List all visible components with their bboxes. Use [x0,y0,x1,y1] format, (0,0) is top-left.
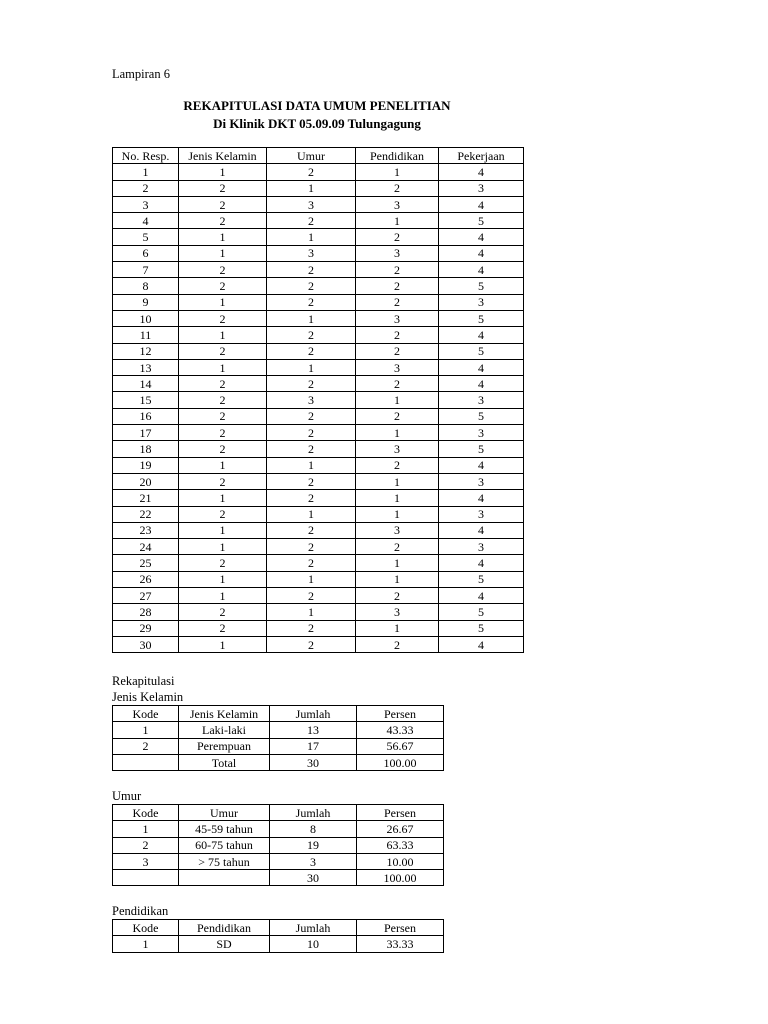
table-row [113,821,444,837]
table-row [113,555,524,571]
table-cell: 2 [267,278,356,294]
table-row [113,506,524,522]
table-cell: 7 [113,262,179,278]
table-cell: 1 [179,490,267,506]
table-cell: 2 [179,392,267,408]
column-header: No. Resp. [113,148,179,164]
table-cell: 14 [113,376,179,392]
table-cell: 3 [439,294,524,310]
table-cell: 30 [270,870,357,886]
table-cell: 1 [356,425,439,441]
table-cell: 3 [356,604,439,620]
table-cell: 5 [439,278,524,294]
table-cell: SD [179,936,270,952]
umur-table [112,804,444,886]
table-cell: 9 [113,294,179,310]
table-cell: 4 [439,522,524,538]
table-cell: 10 [113,310,179,326]
table-cell: 2 [267,636,356,652]
table-cell: 13 [113,359,179,375]
table-cell: 20 [113,473,179,489]
table-row [113,343,524,359]
pendidikan-label: Pendidikan [112,904,169,918]
table-cell: Total [179,754,270,770]
table-cell: 5 [439,620,524,636]
column-header: Jenis Kelamin [179,148,267,164]
table-cell: 11 [113,327,179,343]
table-row [113,620,524,636]
table-cell: 3 [356,441,439,457]
table-cell: 2 [267,262,356,278]
table-cell: 1 [356,506,439,522]
table-cell: 2 [356,636,439,652]
table-cell: 6 [113,245,179,261]
table-cell: 2 [356,278,439,294]
table-row [113,327,524,343]
column-header: Pekerjaan [439,148,524,164]
table-cell: 100.00 [357,754,444,770]
document-subtitle: Di Klinik DKT 05.09.09 Tulungagung [213,116,421,131]
table-cell: 2 [267,620,356,636]
table-cell: 3 [439,392,524,408]
table-cell: 4 [439,327,524,343]
table-cell: 1 [356,555,439,571]
table-row [113,870,444,886]
table-cell: 4 [113,213,179,229]
table-row [113,359,524,375]
table-cell: 24 [113,539,179,555]
table-cell: 5 [439,343,524,359]
table-cell: > 75 tahun [179,853,270,869]
table-row [113,425,524,441]
jenis-kelamin-table [112,705,444,771]
table-cell: 2 [179,262,267,278]
table-cell: 5 [439,408,524,424]
table-row [113,636,524,652]
table-cell: 3 [356,310,439,326]
column-header: Jumlah [270,920,357,936]
table-cell: 2 [356,294,439,310]
jenis-kelamin-label: Jenis Kelamin [112,690,184,704]
table-row [113,490,524,506]
table-row [113,294,524,310]
rekapitulasi-label: Rekapitulasi [112,674,175,688]
table-cell: 5 [439,441,524,457]
table-cell: 15 [113,392,179,408]
table-cell: 3 [439,180,524,196]
table-cell: 43.33 [357,722,444,738]
table-row [113,457,524,473]
table-cell: 2 [179,425,267,441]
table-cell: 13 [270,722,357,738]
table-cell: 26.67 [357,821,444,837]
table-cell: 4 [439,196,524,212]
table-cell: 2 [356,539,439,555]
table-row [113,180,524,196]
table-cell: 17 [113,425,179,441]
table-cell: 2 [267,408,356,424]
table-cell: 1 [179,522,267,538]
table-cell: 16 [113,408,179,424]
table-cell: 2 [179,473,267,489]
table-cell: 2 [267,327,356,343]
table-cell: 19 [270,837,357,853]
lampiran-label: Lampiran 6 [112,67,170,81]
table-cell: 1 [267,180,356,196]
table-cell: 2 [267,425,356,441]
table-cell: 10 [270,936,357,952]
column-header: Umur [267,148,356,164]
table-cell [179,870,270,886]
table-cell: 2 [356,327,439,343]
table-header-row [113,805,444,821]
table-cell: 2 [267,441,356,457]
table-cell: 1 [113,821,179,837]
table-cell: 56.67 [357,738,444,754]
table-cell: 2 [356,376,439,392]
table-cell: 2 [356,343,439,359]
table-row [113,245,524,261]
table-cell: 1 [179,571,267,587]
table-row [113,754,444,770]
table-row [113,604,524,620]
table-cell: 3 [267,245,356,261]
table-cell: 1 [267,604,356,620]
table-cell: 4 [439,164,524,180]
table-cell: 4 [439,457,524,473]
table-cell: 1 [179,164,267,180]
table-cell: 2 [179,555,267,571]
table-row [113,310,524,326]
table-cell: 3 [439,473,524,489]
table-cell: 100.00 [357,870,444,886]
table-cell: 12 [113,343,179,359]
table-cell: 5 [439,213,524,229]
table-cell: 3 [439,425,524,441]
table-header-row [113,920,444,936]
table-header-row [113,706,444,722]
table-cell: 4 [439,359,524,375]
table-cell: 2 [179,196,267,212]
table-cell: 17 [270,738,357,754]
table-cell: 27 [113,588,179,604]
column-header: Jumlah [270,805,357,821]
table-row [113,164,524,180]
table-cell: 8 [113,278,179,294]
table-cell: 18 [113,441,179,457]
column-header: Kode [113,805,179,821]
table-cell [113,754,179,770]
table-cell: 2 [356,457,439,473]
table-cell: 2 [267,588,356,604]
table-cell: 2 [267,213,356,229]
table-cell: 2 [113,837,179,853]
table-cell: 1 [356,164,439,180]
table-cell: 1 [356,620,439,636]
table-cell: 8 [270,821,357,837]
table-cell: 5 [439,310,524,326]
table-cell: 2 [267,376,356,392]
table-cell: 1 [356,392,439,408]
column-header: Pendidikan [179,920,270,936]
table-cell: 2 [179,376,267,392]
table-cell: 3 [356,359,439,375]
table-cell: 10.00 [357,853,444,869]
data-table [112,147,524,653]
table-cell: 4 [439,245,524,261]
column-header: Jumlah [270,706,357,722]
table-cell: 2 [113,738,179,754]
table-cell: 1 [179,294,267,310]
table-cell: 5 [439,571,524,587]
table-cell: 1 [267,229,356,245]
table-cell: 2 [267,555,356,571]
table-cell: 63.33 [357,837,444,853]
table-cell [113,870,179,886]
table-cell: 23 [113,522,179,538]
table-row [113,837,444,853]
table-cell: 2 [356,180,439,196]
table-row [113,376,524,392]
table-cell: 3 [439,539,524,555]
table-row [113,722,444,738]
table-row [113,213,524,229]
table-row [113,588,524,604]
column-header: Jenis Kelamin [179,706,270,722]
table-header-row [113,148,524,164]
column-header: Pendidikan [356,148,439,164]
table-cell: 3 [113,196,179,212]
table-cell: 2 [267,473,356,489]
table-cell: 4 [439,555,524,571]
table-row [113,278,524,294]
table-cell: 4 [439,229,524,245]
table-cell: 2 [179,180,267,196]
table-cell: 2 [267,164,356,180]
table-cell: 3 [439,506,524,522]
table-cell: 22 [113,506,179,522]
table-row [113,738,444,754]
table-cell: 2 [356,588,439,604]
table-cell: 4 [439,376,524,392]
table-cell: 4 [439,588,524,604]
column-header: Kode [113,920,179,936]
column-header: Kode [113,706,179,722]
table-cell: 30 [270,754,357,770]
table-cell: 5 [113,229,179,245]
table-cell: 1 [356,473,439,489]
column-header: Persen [357,920,444,936]
table-cell: 1 [113,722,179,738]
table-row [113,522,524,538]
table-cell: 2 [179,310,267,326]
table-row [113,262,524,278]
table-cell: 1 [179,588,267,604]
table-cell: 26 [113,571,179,587]
table-cell: 1 [113,936,179,952]
table-cell: 3 [113,853,179,869]
table-cell: 1 [356,571,439,587]
table-cell: 2 [179,278,267,294]
table-row [113,539,524,555]
table-cell: 1 [179,359,267,375]
table-cell: 1 [267,457,356,473]
table-cell: 4 [439,262,524,278]
table-cell: 2 [267,539,356,555]
table-cell: 2 [179,408,267,424]
table-row [113,936,444,952]
table-cell: 1 [356,213,439,229]
table-cell: Laki-laki [179,722,270,738]
table-cell: 1 [267,506,356,522]
table-cell: 1 [267,571,356,587]
table-row [113,571,524,587]
table-cell: 2 [179,343,267,359]
table-row [113,408,524,424]
table-cell: 1 [179,229,267,245]
table-cell: Perempuan [179,738,270,754]
table-cell: 3 [270,853,357,869]
umur-label: Umur [112,789,142,803]
table-cell: 2 [179,213,267,229]
table-row [113,853,444,869]
table-cell: 3 [356,522,439,538]
column-header: Umur [179,805,270,821]
table-row [113,441,524,457]
table-cell: 4 [439,636,524,652]
table-row [113,473,524,489]
table-cell: 2 [267,294,356,310]
table-cell: 1 [113,164,179,180]
table-row [113,196,524,212]
table-cell: 2 [179,506,267,522]
table-cell: 2 [179,604,267,620]
table-cell: 2 [179,620,267,636]
column-header: Persen [357,706,444,722]
table-cell: 2 [356,262,439,278]
table-cell: 19 [113,457,179,473]
table-cell: 4 [439,490,524,506]
table-cell: 2 [267,343,356,359]
table-cell: 1 [356,490,439,506]
table-cell: 1 [179,636,267,652]
table-cell: 3 [356,245,439,261]
table-cell: 2 [267,522,356,538]
table-row [113,229,524,245]
table-cell: 45-59 tahun [179,821,270,837]
table-cell: 5 [439,604,524,620]
table-cell: 25 [113,555,179,571]
table-cell: 1 [179,457,267,473]
table-cell: 2 [356,229,439,245]
table-cell: 3 [267,196,356,212]
table-cell: 2 [179,441,267,457]
table-cell: 2 [356,408,439,424]
table-cell: 30 [113,636,179,652]
table-cell: 33.33 [357,936,444,952]
table-cell: 3 [267,392,356,408]
table-cell: 1 [179,327,267,343]
table-row [113,392,524,408]
table-cell: 2 [113,180,179,196]
table-cell: 3 [356,196,439,212]
table-cell: 60-75 tahun [179,837,270,853]
table-cell: 2 [267,490,356,506]
table-cell: 1 [179,245,267,261]
table-cell: 21 [113,490,179,506]
document-title: REKAPITULASI DATA UMUM PENELITIAN [183,98,451,113]
table-cell: 1 [179,539,267,555]
table-cell: 29 [113,620,179,636]
pendidikan-table [112,919,444,953]
table-cell: 1 [267,359,356,375]
table-cell: 28 [113,604,179,620]
table-cell: 1 [267,310,356,326]
column-header: Persen [357,805,444,821]
